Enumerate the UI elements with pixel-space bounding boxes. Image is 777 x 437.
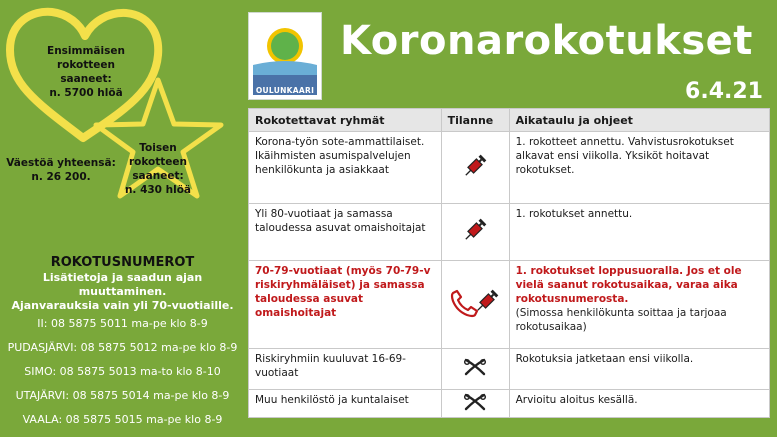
oulunkaari-logo xyxy=(248,12,322,100)
phone-line-simo: SIMO: 08 5875 5013 ma-to klo 8-10 xyxy=(24,365,221,378)
schedule-highlight: 1. rokotukset loppusuoralla. Jos et ole vielä saanut rokotusaikaa, varaa aika rokotusnumerosta. xyxy=(515,265,742,305)
phone-syringe-icon xyxy=(447,285,503,321)
population-value: n. 26 200. xyxy=(31,171,91,183)
row-group: Muu henkilöstö ja kuntalaiset xyxy=(249,390,442,418)
table-row xyxy=(249,390,770,418)
table-row xyxy=(249,261,770,349)
row-schedule: Rokotuksia jatketaan ensi viikolla. xyxy=(509,349,769,390)
star-text xyxy=(110,141,206,197)
schedule-note: (Simossa henkilökunta soittaa ja tarjoaa rokotusaikaa) xyxy=(515,307,727,333)
row-group: Korona-työn sote-ammattilaiset. Ikäihmisten asumispalvelujen henkilökunta ja asiakkaat xyxy=(249,132,442,204)
table-row xyxy=(249,349,770,390)
heart-star-illustration xyxy=(0,0,245,240)
cross-icon xyxy=(462,357,488,377)
vaccination-table xyxy=(248,108,770,418)
row-status xyxy=(441,349,509,390)
row-group: Yli 80-vuotiaat ja samassa taloudessa asuvat omaishoitajat xyxy=(249,204,442,261)
row-status xyxy=(441,204,509,261)
numbers-title: ROKOTUSNUMEROT xyxy=(50,255,195,270)
row-group: 70-79-vuotiaat (myös 70-79-v riskiryhmäläiset) ja samassa taloudessa asuvat omaishoitajat xyxy=(249,261,442,349)
heart-text xyxy=(40,44,132,100)
date-label: 6.4.21 xyxy=(685,79,763,104)
heart-value: n. 5700 hlöä xyxy=(49,87,123,99)
row-status xyxy=(441,132,509,204)
syringe-icon xyxy=(460,215,490,245)
logo-text: OULUNKAARI xyxy=(255,86,315,95)
row-group: Riskiryhmiin kuuluvat 16-69-vuotiaat xyxy=(249,349,442,390)
row-schedule xyxy=(509,261,769,349)
table-header-row xyxy=(249,109,770,132)
col-header-schedule: Aikataulu ja ohjeet xyxy=(509,109,769,132)
population-text xyxy=(6,156,116,184)
page-title: Koronarokotukset xyxy=(340,18,753,64)
phone-icon xyxy=(452,291,477,316)
table-row xyxy=(249,204,770,261)
population-label: Väestöä yhteensä: xyxy=(6,157,116,169)
phone-line-utajarvi: UTAJÄRVI: 08 5875 5014 ma-pe klo 8-9 xyxy=(15,389,230,402)
phone-line-pudasjarvi: PUDASJÄRVI: 08 5875 5012 ma-pe klo 8-9 xyxy=(7,341,238,354)
row-schedule: 1. rokotteet annettu. Vahvistusrokotukset alkavat ensi viikolla. Yksiköt hoitavat rokotukset. xyxy=(509,132,769,204)
phone-line-ii: II: 08 5875 5011 ma-pe klo 8-9 xyxy=(37,317,208,330)
syringe-icon xyxy=(460,151,490,181)
table-row xyxy=(249,132,770,204)
numbers-subtitle-1: Lisätietoja ja saadun ajan muuttaminen. xyxy=(42,271,203,298)
cross-icon xyxy=(462,392,488,412)
numbers-list xyxy=(0,312,245,432)
row-schedule: 1. rokotukset annettu. xyxy=(509,204,769,261)
row-status xyxy=(441,390,509,418)
col-header-groups: Rokotettavat ryhmät xyxy=(249,109,442,132)
row-status xyxy=(441,261,509,349)
numbers-subtitle-2: Ajanvarauksia vain yli 70-vuotiaille. xyxy=(11,299,234,312)
numbers-subtitle xyxy=(0,271,245,313)
heart-label: Ensimmäisen rokotteen saaneet: xyxy=(47,45,125,85)
star-value: n. 430 hlöä xyxy=(124,184,192,196)
col-header-status: Tilanne xyxy=(441,109,509,132)
star-label: Toisen rokotteen saaneet: xyxy=(128,142,188,182)
row-schedule: Arvioitu aloitus kesällä. xyxy=(509,390,769,418)
phone-line-vaala: VAALA: 08 5875 5015 ma-pe klo 8-9 xyxy=(22,413,223,426)
